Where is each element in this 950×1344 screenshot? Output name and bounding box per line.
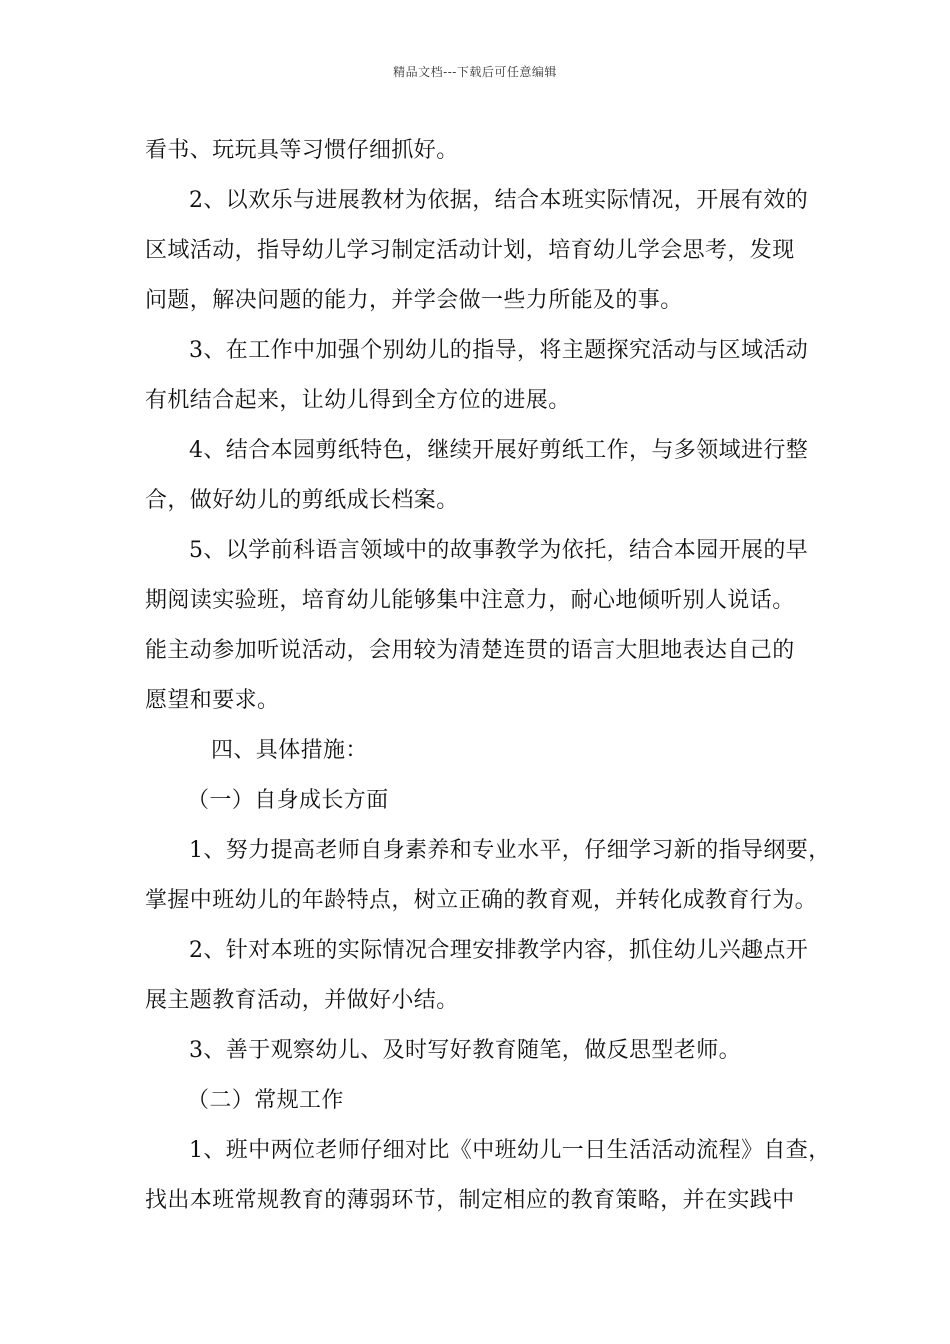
text-line: 看书、玩玩具等习惯仔细抓好。 [145,138,459,163]
text-line: 能主动参加听说活动，会用较为清楚连贯的语言大胆地表达自己的 [145,638,795,663]
text-line: 有机结合起来，让幼儿得到全方位的进展。 [145,388,571,413]
text-line: 合，做好幼儿的剪纸成长档案。 [145,488,459,513]
text-line: 四、具体措施： [211,738,368,763]
text-line: （二）常规工作 [187,1088,344,1113]
text-line: 找出本班常规教育的薄弱环节，制定相应的教育策略，并在实践中 [145,1188,795,1213]
text-line: （一）自身成长方面 [187,788,389,813]
text-line: 2、以欢乐与进展教材为依据，结合本班实际情况，开展有效的 [189,188,809,213]
text-line: 1、努力提高老师自身素养和专业水平，仔细学习新的指导纲要， [189,838,831,863]
text-line: 3、善于观察幼儿、及时写好教育随笔，做反思型老师。 [189,1038,741,1063]
text-line: 1、班中两位老师仔细对比《中班幼儿一日生活活动流程》自查， [189,1138,831,1163]
document-body [145,126,831,1226]
text-line: 区域活动，指导幼儿学习制定活动计划，培育幼儿学会思考，发现 [145,238,795,263]
text-line: 问题，解决问题的能力，并学会做一些力所能及的事。 [145,288,683,313]
text-line: 展主题教育活动，并做好小结。 [145,988,459,1013]
text-line: 2、针对本班的实际情况合理安排教学内容，抓住幼儿兴趣点开 [189,938,809,963]
text-line: 掌握中班幼儿的年龄特点，树立正确的教育观，并转化成教育行为。 [145,888,818,913]
text-line: 5、以学前科语言领域中的故事教学为依托，结合本园开展的早 [189,538,809,563]
text-line: 4、结合本园剪纸特色，继续开展好剪纸工作，与多领域进行整 [189,438,809,463]
text-line: 愿望和要求。 [145,688,280,713]
text-line: 期阅读实验班，培育幼儿能够集中注意力，耐心地倾听别人说话。 [145,588,795,613]
text-line: 3、在工作中加强个别幼儿的指导，将主题探究活动与区域活动 [189,338,809,363]
page-header: 精品文档---下载后可任意编辑 [393,65,557,79]
